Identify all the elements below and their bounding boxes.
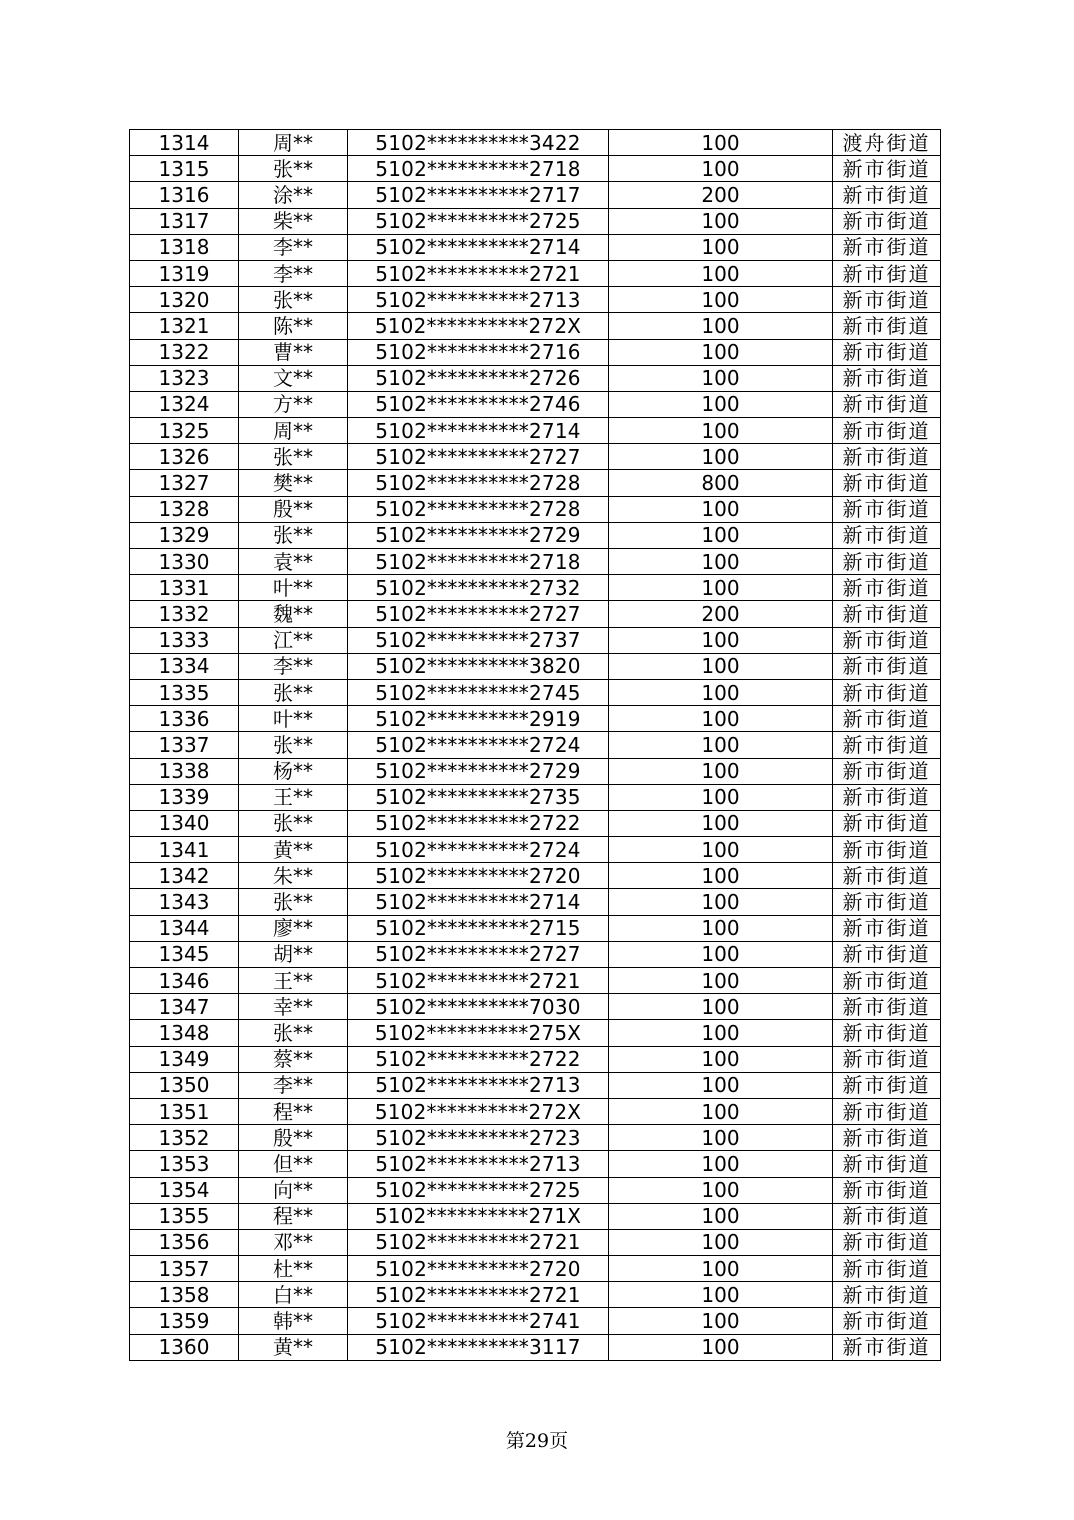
cell-subdistrict: 新市街道 xyxy=(833,1072,941,1098)
cell-amount: 100 xyxy=(609,941,833,967)
cell-serial-number: 1318 xyxy=(130,234,239,260)
cell-serial-number: 1353 xyxy=(130,1151,239,1177)
cell-subdistrict: 新市街道 xyxy=(833,784,941,810)
cell-name: 曹** xyxy=(239,339,348,365)
cell-name: 王** xyxy=(239,968,348,994)
cell-subdistrict: 新市街道 xyxy=(833,1098,941,1124)
cell-subdistrict: 新市街道 xyxy=(833,941,941,967)
cell-amount: 100 xyxy=(609,732,833,758)
cell-amount: 100 xyxy=(609,496,833,522)
cell-subdistrict: 新市街道 xyxy=(833,601,941,627)
cell-amount: 100 xyxy=(609,313,833,339)
cell-amount: 100 xyxy=(609,968,833,994)
cell-serial-number: 1347 xyxy=(130,994,239,1020)
cell-name: 胡** xyxy=(239,941,348,967)
cell-serial-number: 1332 xyxy=(130,601,239,627)
cell-name: 蔡** xyxy=(239,1046,348,1072)
cell-serial-number: 1314 xyxy=(130,130,239,156)
cell-amount: 100 xyxy=(609,1308,833,1334)
cell-serial-number: 1341 xyxy=(130,837,239,863)
table-row xyxy=(130,444,941,470)
cell-name: 程** xyxy=(239,1203,348,1229)
cell-subdistrict: 新市街道 xyxy=(833,444,941,470)
table-row xyxy=(130,863,941,889)
cell-id-number: 5102**********2735 xyxy=(348,784,609,810)
cell-id-number: 5102**********2721 xyxy=(348,1229,609,1255)
cell-id-number: 5102**********2728 xyxy=(348,470,609,496)
cell-serial-number: 1338 xyxy=(130,758,239,784)
cell-amount: 100 xyxy=(609,287,833,313)
cell-amount: 100 xyxy=(609,1177,833,1203)
cell-id-number: 5102**********2717 xyxy=(348,182,609,208)
cell-serial-number: 1355 xyxy=(130,1203,239,1229)
table-row xyxy=(130,575,941,601)
cell-name: 方** xyxy=(239,391,348,417)
cell-serial-number: 1336 xyxy=(130,706,239,732)
table-row xyxy=(130,653,941,679)
cell-subdistrict: 新市街道 xyxy=(833,575,941,601)
cell-subdistrict: 新市街道 xyxy=(833,496,941,522)
cell-id-number: 5102**********2725 xyxy=(348,208,609,234)
cell-amount: 100 xyxy=(609,156,833,182)
cell-name: 朱** xyxy=(239,863,348,889)
table-row xyxy=(130,915,941,941)
cell-serial-number: 1349 xyxy=(130,1046,239,1072)
table-row xyxy=(130,182,941,208)
cell-id-number: 5102**********2737 xyxy=(348,627,609,653)
cell-amount: 100 xyxy=(609,1256,833,1282)
cell-subdistrict: 新市街道 xyxy=(833,470,941,496)
cell-subdistrict: 新市街道 xyxy=(833,365,941,391)
cell-subdistrict: 新市街道 xyxy=(833,1046,941,1072)
page-number: 29 xyxy=(524,1430,550,1452)
table-row xyxy=(130,679,941,705)
table-row xyxy=(130,313,941,339)
cell-subdistrict: 新市街道 xyxy=(833,968,941,994)
page-label-suffix: 页 xyxy=(549,1430,569,1452)
cell-id-number: 5102**********3422 xyxy=(348,130,609,156)
cell-subdistrict: 新市街道 xyxy=(833,1151,941,1177)
cell-amount: 100 xyxy=(609,653,833,679)
cell-subdistrict: 新市街道 xyxy=(833,287,941,313)
table-row xyxy=(130,522,941,548)
cell-serial-number: 1359 xyxy=(130,1308,239,1334)
cell-subdistrict: 新市街道 xyxy=(833,182,941,208)
cell-subdistrict: 新市街道 xyxy=(833,1334,941,1360)
table-row xyxy=(130,391,941,417)
cell-subdistrict: 新市街道 xyxy=(833,1229,941,1255)
cell-name: 杨** xyxy=(239,758,348,784)
cell-id-number: 5102**********2722 xyxy=(348,1046,609,1072)
cell-name: 江** xyxy=(239,627,348,653)
cell-id-number: 5102**********272X xyxy=(348,1098,609,1124)
cell-id-number: 5102**********2729 xyxy=(348,522,609,548)
cell-subdistrict: 新市街道 xyxy=(833,837,941,863)
cell-amount: 100 xyxy=(609,994,833,1020)
table-row xyxy=(130,706,941,732)
cell-name: 周** xyxy=(239,418,348,444)
cell-serial-number: 1328 xyxy=(130,496,239,522)
cell-id-number: 5102**********271X xyxy=(348,1203,609,1229)
cell-amount: 100 xyxy=(609,444,833,470)
cell-name: 杜** xyxy=(239,1256,348,1282)
cell-amount: 100 xyxy=(609,1151,833,1177)
cell-id-number: 5102**********2745 xyxy=(348,679,609,705)
cell-name: 向** xyxy=(239,1177,348,1203)
cell-amount: 100 xyxy=(609,339,833,365)
cell-subdistrict: 新市街道 xyxy=(833,706,941,732)
cell-amount: 200 xyxy=(609,601,833,627)
cell-name: 韩** xyxy=(239,1308,348,1334)
cell-amount: 100 xyxy=(609,1282,833,1308)
cell-id-number: 5102**********2713 xyxy=(348,1072,609,1098)
table-row xyxy=(130,758,941,784)
cell-amount: 100 xyxy=(609,575,833,601)
cell-subdistrict: 新市街道 xyxy=(833,863,941,889)
cell-id-number: 5102**********2713 xyxy=(348,287,609,313)
cell-name: 张** xyxy=(239,889,348,915)
cell-serial-number: 1346 xyxy=(130,968,239,994)
cell-amount: 100 xyxy=(609,1203,833,1229)
table-row xyxy=(130,496,941,522)
cell-amount: 100 xyxy=(609,1098,833,1124)
cell-name: 幸** xyxy=(239,994,348,1020)
cell-serial-number: 1319 xyxy=(130,260,239,286)
table-row xyxy=(130,1203,941,1229)
cell-id-number: 5102**********2720 xyxy=(348,863,609,889)
table-row xyxy=(130,549,941,575)
cell-serial-number: 1316 xyxy=(130,182,239,208)
cell-id-number: 5102**********2724 xyxy=(348,837,609,863)
cell-name: 张** xyxy=(239,287,348,313)
cell-subdistrict: 新市街道 xyxy=(833,653,941,679)
cell-serial-number: 1331 xyxy=(130,575,239,601)
table-row xyxy=(130,234,941,260)
cell-name: 殷** xyxy=(239,496,348,522)
cell-serial-number: 1334 xyxy=(130,653,239,679)
cell-name: 叶** xyxy=(239,575,348,601)
cell-serial-number: 1330 xyxy=(130,549,239,575)
table-row xyxy=(130,1256,941,1282)
table-row xyxy=(130,1098,941,1124)
cell-name: 张** xyxy=(239,810,348,836)
table-row xyxy=(130,1072,941,1098)
cell-id-number: 5102**********2721 xyxy=(348,260,609,286)
cell-id-number: 5102**********2729 xyxy=(348,758,609,784)
cell-id-number: 5102**********2718 xyxy=(348,156,609,182)
cell-amount: 100 xyxy=(609,130,833,156)
table-row xyxy=(130,889,941,915)
cell-amount: 100 xyxy=(609,679,833,705)
cell-subdistrict: 渡舟街道 xyxy=(833,130,941,156)
cell-name: 黄** xyxy=(239,1334,348,1360)
cell-subdistrict: 新市街道 xyxy=(833,732,941,758)
cell-name: 张** xyxy=(239,522,348,548)
cell-serial-number: 1351 xyxy=(130,1098,239,1124)
table-row xyxy=(130,601,941,627)
cell-subdistrict: 新市街道 xyxy=(833,1020,941,1046)
cell-serial-number: 1340 xyxy=(130,810,239,836)
cell-name: 周** xyxy=(239,130,348,156)
cell-id-number: 5102**********7030 xyxy=(348,994,609,1020)
cell-id-number: 5102**********2725 xyxy=(348,1177,609,1203)
cell-serial-number: 1326 xyxy=(130,444,239,470)
cell-serial-number: 1345 xyxy=(130,941,239,967)
cell-amount: 100 xyxy=(609,837,833,863)
cell-serial-number: 1344 xyxy=(130,915,239,941)
roster-table xyxy=(129,129,941,1361)
cell-name: 廖** xyxy=(239,915,348,941)
cell-serial-number: 1324 xyxy=(130,391,239,417)
cell-id-number: 5102**********2728 xyxy=(348,496,609,522)
cell-name: 白** xyxy=(239,1282,348,1308)
cell-name: 叶** xyxy=(239,706,348,732)
table-row xyxy=(130,810,941,836)
table-row xyxy=(130,994,941,1020)
table-row xyxy=(130,627,941,653)
cell-id-number: 5102**********2746 xyxy=(348,391,609,417)
cell-id-number: 5102**********2721 xyxy=(348,968,609,994)
cell-serial-number: 1321 xyxy=(130,313,239,339)
cell-name: 樊** xyxy=(239,470,348,496)
cell-id-number: 5102**********272X xyxy=(348,313,609,339)
cell-subdistrict: 新市街道 xyxy=(833,1282,941,1308)
cell-serial-number: 1315 xyxy=(130,156,239,182)
cell-amount: 100 xyxy=(609,915,833,941)
cell-name: 李** xyxy=(239,1072,348,1098)
cell-subdistrict: 新市街道 xyxy=(833,522,941,548)
table-row xyxy=(130,208,941,234)
cell-serial-number: 1343 xyxy=(130,889,239,915)
cell-id-number: 5102**********2716 xyxy=(348,339,609,365)
cell-id-number: 5102**********2713 xyxy=(348,1151,609,1177)
cell-serial-number: 1360 xyxy=(130,1334,239,1360)
table-row xyxy=(130,1308,941,1334)
cell-name: 黄** xyxy=(239,837,348,863)
table-row xyxy=(130,1177,941,1203)
table-row xyxy=(130,1334,941,1360)
cell-subdistrict: 新市街道 xyxy=(833,1308,941,1334)
cell-amount: 100 xyxy=(609,889,833,915)
table-row xyxy=(130,837,941,863)
cell-id-number: 5102**********2919 xyxy=(348,706,609,732)
cell-subdistrict: 新市街道 xyxy=(833,313,941,339)
cell-id-number: 5102**********2723 xyxy=(348,1125,609,1151)
cell-id-number: 5102**********2727 xyxy=(348,444,609,470)
cell-amount: 100 xyxy=(609,1229,833,1255)
cell-id-number: 5102**********2715 xyxy=(348,915,609,941)
cell-id-number: 5102**********2726 xyxy=(348,365,609,391)
cell-name: 李** xyxy=(239,234,348,260)
cell-amount: 100 xyxy=(609,784,833,810)
cell-serial-number: 1342 xyxy=(130,863,239,889)
cell-amount: 800 xyxy=(609,470,833,496)
cell-amount: 100 xyxy=(609,391,833,417)
cell-amount: 100 xyxy=(609,234,833,260)
cell-name: 邓** xyxy=(239,1229,348,1255)
cell-amount: 100 xyxy=(609,1334,833,1360)
table-row xyxy=(130,156,941,182)
cell-amount: 100 xyxy=(609,810,833,836)
cell-amount: 100 xyxy=(609,522,833,548)
page-label-prefix: 第 xyxy=(505,1430,525,1452)
cell-amount: 100 xyxy=(609,1125,833,1151)
cell-name: 张** xyxy=(239,732,348,758)
table-row xyxy=(130,784,941,810)
cell-name: 张** xyxy=(239,444,348,470)
cell-serial-number: 1356 xyxy=(130,1229,239,1255)
table-row xyxy=(130,732,941,758)
cell-id-number: 5102**********2724 xyxy=(348,732,609,758)
cell-name: 魏** xyxy=(239,601,348,627)
cell-name: 陈** xyxy=(239,313,348,339)
table-row xyxy=(130,1229,941,1255)
cell-amount: 100 xyxy=(609,1072,833,1098)
cell-id-number: 5102**********275X xyxy=(348,1020,609,1046)
table-row xyxy=(130,1151,941,1177)
cell-name: 但** xyxy=(239,1151,348,1177)
table-row xyxy=(130,418,941,444)
page-footer xyxy=(0,1426,1074,1453)
cell-name: 李** xyxy=(239,260,348,286)
cell-id-number: 5102**********2722 xyxy=(348,810,609,836)
cell-amount: 100 xyxy=(609,549,833,575)
cell-subdistrict: 新市街道 xyxy=(833,234,941,260)
cell-subdistrict: 新市街道 xyxy=(833,627,941,653)
cell-name: 王** xyxy=(239,784,348,810)
table-row xyxy=(130,1020,941,1046)
cell-id-number: 5102**********2721 xyxy=(348,1282,609,1308)
cell-subdistrict: 新市街道 xyxy=(833,994,941,1020)
table-row xyxy=(130,1046,941,1072)
cell-amount: 100 xyxy=(609,758,833,784)
cell-id-number: 5102**********2727 xyxy=(348,941,609,967)
cell-id-number: 5102**********3820 xyxy=(348,653,609,679)
cell-name: 张** xyxy=(239,1020,348,1046)
cell-name: 张** xyxy=(239,679,348,705)
cell-serial-number: 1320 xyxy=(130,287,239,313)
cell-subdistrict: 新市街道 xyxy=(833,1256,941,1282)
cell-serial-number: 1354 xyxy=(130,1177,239,1203)
cell-amount: 100 xyxy=(609,260,833,286)
cell-subdistrict: 新市街道 xyxy=(833,391,941,417)
cell-subdistrict: 新市街道 xyxy=(833,260,941,286)
cell-amount: 100 xyxy=(609,627,833,653)
cell-subdistrict: 新市街道 xyxy=(833,758,941,784)
cell-id-number: 5102**********2741 xyxy=(348,1308,609,1334)
cell-amount: 100 xyxy=(609,706,833,732)
cell-id-number: 5102**********2714 xyxy=(348,418,609,444)
table-row xyxy=(130,1282,941,1308)
cell-serial-number: 1352 xyxy=(130,1125,239,1151)
table-row xyxy=(130,968,941,994)
cell-id-number: 5102**********2718 xyxy=(348,549,609,575)
table-row xyxy=(130,287,941,313)
cell-serial-number: 1357 xyxy=(130,1256,239,1282)
cell-id-number: 5102**********2727 xyxy=(348,601,609,627)
cell-name: 殷** xyxy=(239,1125,348,1151)
cell-subdistrict: 新市街道 xyxy=(833,810,941,836)
table-row xyxy=(130,130,941,156)
cell-amount: 100 xyxy=(609,863,833,889)
table-row xyxy=(130,470,941,496)
cell-id-number: 5102**********2732 xyxy=(348,575,609,601)
cell-name: 袁** xyxy=(239,549,348,575)
cell-amount: 100 xyxy=(609,365,833,391)
cell-name: 张** xyxy=(239,156,348,182)
cell-serial-number: 1327 xyxy=(130,470,239,496)
cell-amount: 100 xyxy=(609,1020,833,1046)
cell-serial-number: 1333 xyxy=(130,627,239,653)
cell-serial-number: 1325 xyxy=(130,418,239,444)
table-row xyxy=(130,1125,941,1151)
cell-subdistrict: 新市街道 xyxy=(833,1203,941,1229)
table-row xyxy=(130,365,941,391)
cell-subdistrict: 新市街道 xyxy=(833,418,941,444)
cell-subdistrict: 新市街道 xyxy=(833,1125,941,1151)
cell-name: 文** xyxy=(239,365,348,391)
cell-subdistrict: 新市街道 xyxy=(833,679,941,705)
cell-subdistrict: 新市街道 xyxy=(833,156,941,182)
roster-table-body xyxy=(130,130,941,1361)
cell-serial-number: 1335 xyxy=(130,679,239,705)
cell-serial-number: 1329 xyxy=(130,522,239,548)
cell-name: 柴** xyxy=(239,208,348,234)
cell-id-number: 5102**********2720 xyxy=(348,1256,609,1282)
cell-name: 程** xyxy=(239,1098,348,1124)
cell-amount: 100 xyxy=(609,418,833,444)
cell-serial-number: 1348 xyxy=(130,1020,239,1046)
table-row xyxy=(130,941,941,967)
cell-serial-number: 1322 xyxy=(130,339,239,365)
cell-amount: 100 xyxy=(609,208,833,234)
table-row xyxy=(130,339,941,365)
cell-id-number: 5102**********2714 xyxy=(348,889,609,915)
cell-serial-number: 1350 xyxy=(130,1072,239,1098)
cell-subdistrict: 新市街道 xyxy=(833,549,941,575)
table-row xyxy=(130,260,941,286)
cell-id-number: 5102**********2714 xyxy=(348,234,609,260)
cell-amount: 200 xyxy=(609,182,833,208)
cell-serial-number: 1317 xyxy=(130,208,239,234)
cell-subdistrict: 新市街道 xyxy=(833,889,941,915)
cell-id-number: 5102**********3117 xyxy=(348,1334,609,1360)
cell-subdistrict: 新市街道 xyxy=(833,339,941,365)
cell-subdistrict: 新市街道 xyxy=(833,1177,941,1203)
cell-serial-number: 1337 xyxy=(130,732,239,758)
cell-serial-number: 1339 xyxy=(130,784,239,810)
cell-serial-number: 1358 xyxy=(130,1282,239,1308)
cell-serial-number: 1323 xyxy=(130,365,239,391)
cell-subdistrict: 新市街道 xyxy=(833,208,941,234)
cell-amount: 100 xyxy=(609,1046,833,1072)
cell-name: 李** xyxy=(239,653,348,679)
cell-name: 涂** xyxy=(239,182,348,208)
cell-subdistrict: 新市街道 xyxy=(833,915,941,941)
